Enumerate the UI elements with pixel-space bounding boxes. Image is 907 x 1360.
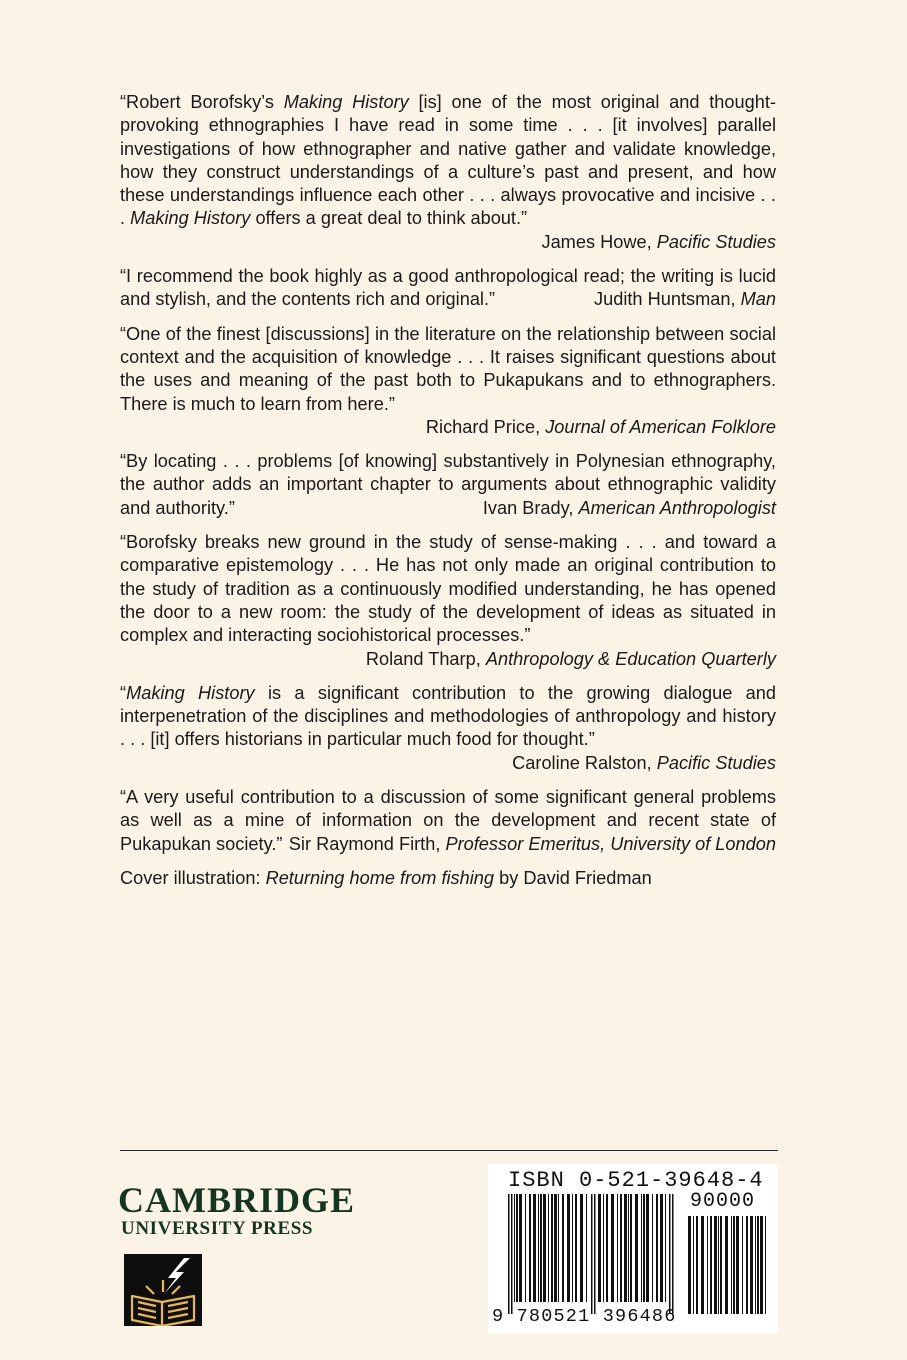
- barcode-bar: [586, 1194, 587, 1302]
- price-code: 90000: [690, 1190, 756, 1213]
- barcode-guard-bar: [669, 1194, 671, 1314]
- cover-credit: Cover illustration: Returning home from fishing by David Friedman: [120, 867, 652, 888]
- barcode-bar: [514, 1194, 515, 1302]
- endorsement-quote: [120, 91, 776, 254]
- isbn-text: ISBN 0-521-39648-4: [508, 1168, 764, 1193]
- barcode-bar: [643, 1194, 645, 1302]
- barcode-guard-bar: [672, 1194, 674, 1314]
- barcode-bar: [665, 1194, 666, 1302]
- barcode-bar: [720, 1216, 722, 1314]
- barcode-bar: [742, 1216, 743, 1314]
- barcode-bar: [558, 1194, 559, 1302]
- barcode-bar: [551, 1194, 553, 1302]
- quote-text: “One of the finest [discussions] in the literature on the relationship between social context and the acquisition of knowledge . . . It raises significant questions about the uses and meaning of the past both to Pukapukans and to ethnographers. There is much to learn from here.”: [120, 323, 776, 414]
- barcode-guard-bar: [594, 1194, 596, 1314]
- barcode-bar: [620, 1194, 622, 1302]
- barcode-bar: [750, 1216, 753, 1314]
- barcode-bar: [656, 1194, 658, 1302]
- barcode-bar: [540, 1194, 542, 1302]
- barcode-bar: [533, 1194, 536, 1302]
- quote-text: “I recommend the book highly as a good anthropological read; the writing is lucid and stylish, and the contents rich and original.” Judith Huntsman, Man: [120, 265, 776, 312]
- barcode-bar: [575, 1194, 577, 1302]
- barcode-bar: [635, 1194, 638, 1302]
- barcode-bar: [554, 1194, 557, 1302]
- endorsement-quote: [120, 786, 776, 856]
- barcode-bar: [525, 1194, 526, 1302]
- endorsement-quote: [120, 682, 776, 775]
- barcode-bar: [598, 1194, 601, 1302]
- quote-attribution: Richard Price, Journal of American Folklore: [425, 416, 776, 437]
- barcode-bar: [611, 1194, 614, 1302]
- endorsement-quote: [120, 450, 776, 520]
- publisher-name: CAMBRIDGE: [118, 1180, 356, 1220]
- barcode-bar: [755, 1216, 756, 1314]
- barcode-bar: [701, 1216, 704, 1314]
- barcode-bar: [606, 1194, 608, 1302]
- quote-text: “By locating . . . problems [of knowing] substantively in Polynesian ethnography, the author adds an important chapter to arguments about ethnographic validity and authority.” Ivan Brady, American Anthropologist: [120, 450, 776, 520]
- divider-rule: [120, 1150, 778, 1151]
- barcode-guard-bar: [508, 1194, 510, 1314]
- barcode-bar: [516, 1194, 518, 1302]
- barcode-bar: [718, 1216, 719, 1314]
- endorsement-quote: [120, 323, 776, 439]
- endorsement-quote: [120, 265, 776, 312]
- quote-attribution: Judith Huntsman, Man: [594, 289, 776, 310]
- barcode-bar: [628, 1194, 629, 1302]
- quote-attribution: Ivan Brady, American Anthropologist: [482, 497, 776, 518]
- barcode-bar: [688, 1216, 691, 1314]
- barcode-bar: [519, 1194, 522, 1302]
- barcode-bar: [710, 1216, 712, 1314]
- barcode-bar: [707, 1216, 708, 1314]
- barcode-bar: [736, 1216, 739, 1314]
- barcode-bar: [693, 1216, 694, 1314]
- quote-text: “Robert Borofsky’s Making History [is] one of the most original and thought-provoking ethnographies I have read in some time . . . [it involves] parallel investigations of how ethnographer and native gather and validate knowledge, how they construct understandings of a culture’s past and present, and how these understandings influence each other . . . always provocative and incisive . . . Making History offers a great deal to think about.”: [120, 92, 776, 229]
- publisher-subname: UNIVERSITY PRESS: [121, 1218, 314, 1239]
- barcode-bar: [652, 1194, 653, 1302]
- quote-attribution: James Howe, Pacific Studies: [541, 231, 776, 252]
- quote-attribution: Caroline Ralston, Pacific Studies: [512, 752, 776, 773]
- endorsements: [120, 91, 776, 890]
- barcode-bar: [760, 1216, 763, 1314]
- barcode-bar: [646, 1194, 649, 1302]
- barcode-bar: [567, 1194, 570, 1302]
- barcode-bar: [580, 1194, 583, 1302]
- barcode-bar: [603, 1194, 604, 1302]
- cambridge-book-logo-icon: [124, 1254, 202, 1326]
- quote-attribution: Roland Tharp, Anthropology & Education Quarterly: [365, 648, 776, 669]
- barcode-bar: [714, 1216, 717, 1314]
- barcode-bar: [617, 1194, 618, 1302]
- barcode-guard-bar: [511, 1194, 513, 1314]
- barcode-bar: [725, 1216, 728, 1314]
- barcode-guard-bar: [591, 1194, 593, 1314]
- barcode-bar: [543, 1194, 546, 1302]
- barcode-bar: [641, 1194, 642, 1302]
- ean-number: 9 780521 396486: [492, 1306, 677, 1327]
- barcode-bar: [696, 1216, 698, 1314]
- barcode-bar: [733, 1216, 735, 1314]
- isbn-barcode: [488, 1164, 778, 1334]
- barcode-bar: [529, 1194, 531, 1302]
- barcode-bar: [562, 1194, 564, 1302]
- barcode-bar: [660, 1194, 663, 1302]
- quote-text: “A very useful contribution to a discussion of some significant general problems as well as a mine of information on the development and recent state of Pukapukan society.” Sir Raymond Firth, Professor Emeritus, University of London: [120, 786, 776, 856]
- barcode-bar: [731, 1216, 732, 1314]
- barcode-bar: [757, 1216, 759, 1314]
- endorsement-quote: [120, 531, 776, 671]
- barcode-bar: [548, 1194, 549, 1302]
- quote-text: “Making History is a significant contribution to the growing dialogue and interpenetration of the disciplines and methodologies of anthropology and history . . . [it] offers historians in particular much food for thought.”: [120, 682, 776, 750]
- barcode-bar: [630, 1194, 632, 1302]
- barcode-bar: [746, 1216, 748, 1314]
- barcode-bar: [765, 1216, 766, 1314]
- quote-attribution: Sir Raymond Firth, Professor Emeritus, University of London: [288, 833, 776, 854]
- barcode-bar: [572, 1194, 573, 1302]
- barcode-bar: [538, 1194, 539, 1302]
- barcode-bar: [624, 1194, 627, 1302]
- quote-text: “Borofsky breaks new ground in the study of sense-making . . . and toward a comparative epistemology . . . He has not only made an original contribution to the study of tradition as a continuously modified understanding, he has opened the door to a new room: the study of the development of ideas as situated in complex and interacting sociohistorical processes.”: [120, 532, 776, 646]
